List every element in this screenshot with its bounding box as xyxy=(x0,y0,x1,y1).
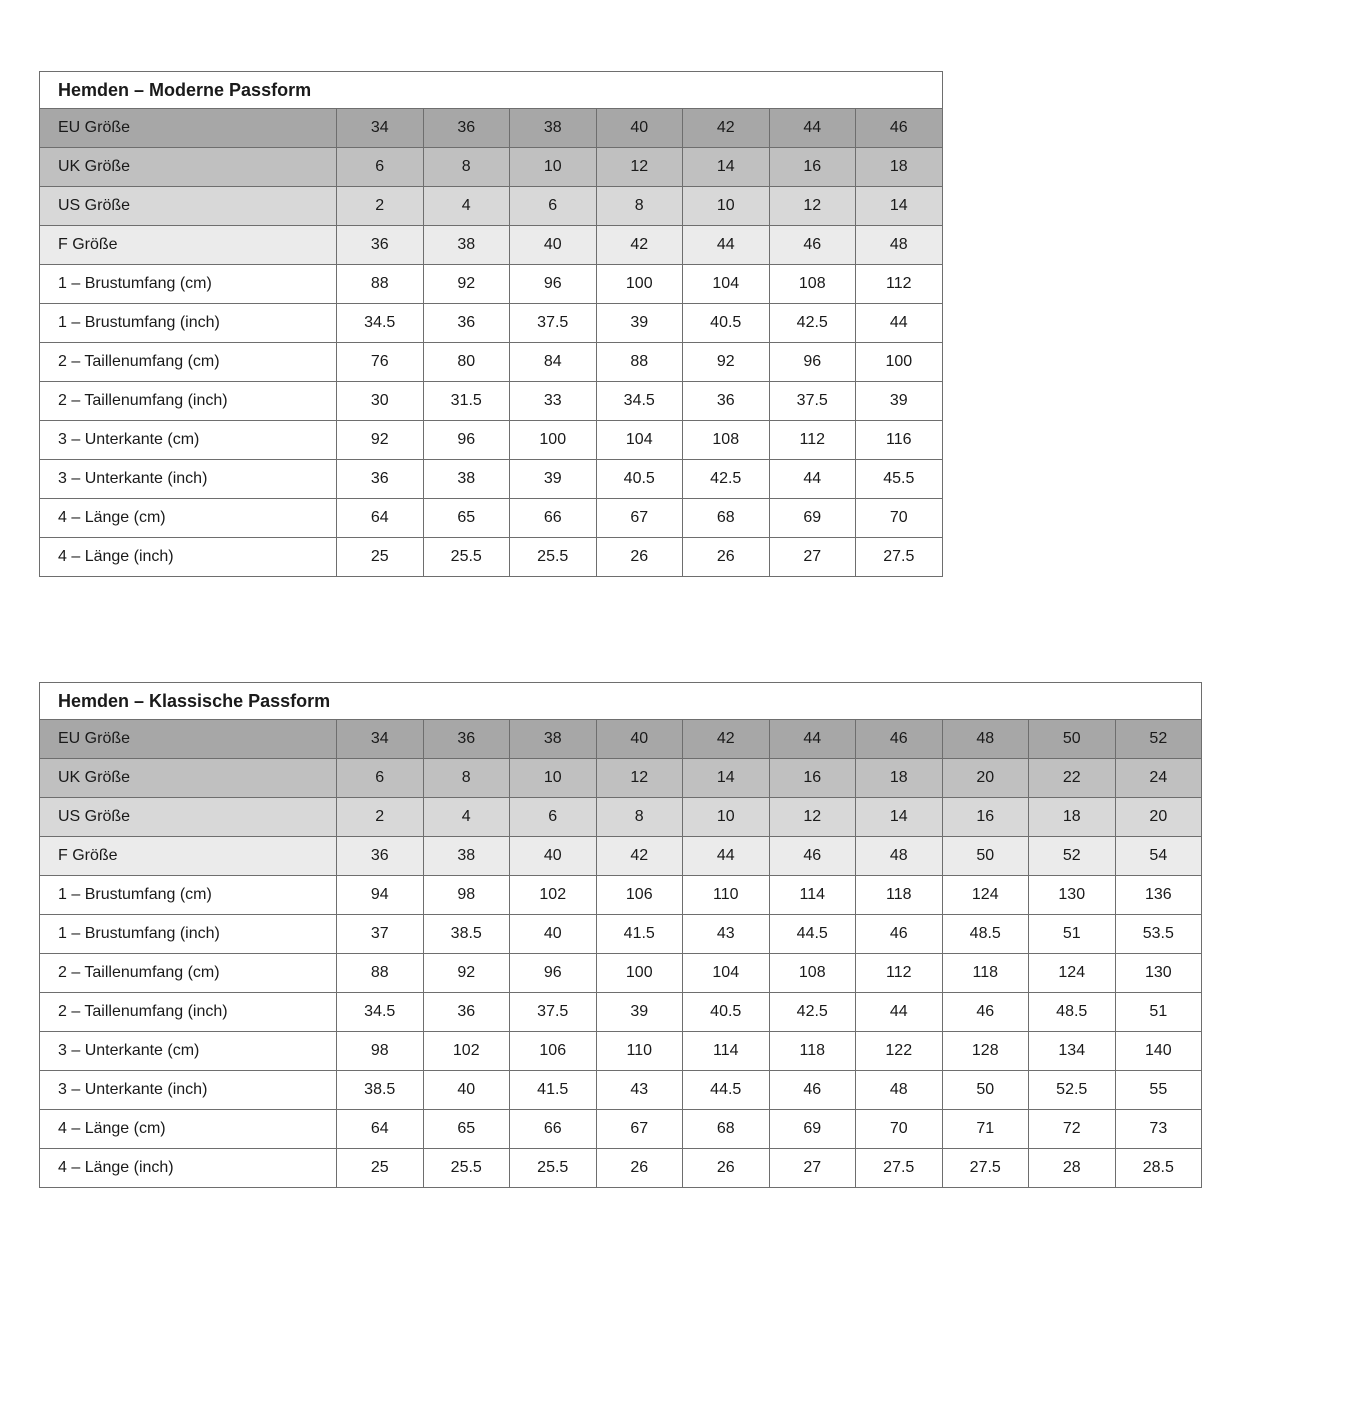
table-cell: 6 xyxy=(510,187,597,226)
table-cell: 136 xyxy=(1115,876,1202,915)
table-row xyxy=(40,304,943,343)
size-table-modern-fit xyxy=(39,71,943,577)
table-cell: 42 xyxy=(596,837,683,876)
table-cell: 50 xyxy=(942,1071,1029,1110)
table-cell: 66 xyxy=(510,1110,597,1149)
table-cell: 26 xyxy=(596,538,683,577)
table-cell: 12 xyxy=(596,759,683,798)
table-cell: 96 xyxy=(423,421,510,460)
table-cell: 26 xyxy=(683,538,770,577)
size-table-classic-fit xyxy=(39,682,1202,1188)
table-cell: 46 xyxy=(769,837,856,876)
table-cell: 42.5 xyxy=(769,993,856,1032)
table-cell: 69 xyxy=(769,1110,856,1149)
table-cell: 44 xyxy=(769,460,856,499)
table-cell: 55 xyxy=(1115,1071,1202,1110)
table-cell: 88 xyxy=(337,954,424,993)
table-cell: 53.5 xyxy=(1115,915,1202,954)
table-cell: 34 xyxy=(337,109,424,148)
table-cell: 108 xyxy=(683,421,770,460)
row-label: EU Größe xyxy=(40,720,337,759)
table-cell: 36 xyxy=(423,304,510,343)
table-cell: 2 xyxy=(337,798,424,837)
table-cell: 94 xyxy=(337,876,424,915)
table-cell: 27.5 xyxy=(856,538,943,577)
table-cell: 48 xyxy=(856,226,943,265)
table-row xyxy=(40,109,943,148)
table-cell: 36 xyxy=(683,382,770,421)
table-cell: 112 xyxy=(856,265,943,304)
table-cell: 8 xyxy=(423,759,510,798)
table-cell: 10 xyxy=(510,148,597,187)
table-cell: 104 xyxy=(683,265,770,304)
table-cell: 50 xyxy=(1029,720,1116,759)
table-cell: 26 xyxy=(683,1149,770,1188)
table-row xyxy=(40,798,1202,837)
table-body xyxy=(40,720,1202,1188)
row-label: 1 – Brustumfang (inch) xyxy=(40,304,337,343)
table-row xyxy=(40,187,943,226)
table-cell: 40 xyxy=(596,109,683,148)
table-cell: 92 xyxy=(423,265,510,304)
row-label: 4 – Länge (cm) xyxy=(40,499,337,538)
table-cell: 44 xyxy=(856,304,943,343)
table-row xyxy=(40,993,1202,1032)
table-cell: 44 xyxy=(683,226,770,265)
table-cell: 4 xyxy=(423,798,510,837)
table-cell: 42 xyxy=(683,109,770,148)
table-cell: 2 xyxy=(337,187,424,226)
row-label: 2 – Taillenumfang (cm) xyxy=(40,954,337,993)
table-cell: 27.5 xyxy=(856,1149,943,1188)
table-row xyxy=(40,382,943,421)
table-cell: 40.5 xyxy=(683,304,770,343)
table-cell: 72 xyxy=(1029,1110,1116,1149)
row-label: 3 – Unterkante (inch) xyxy=(40,1071,337,1110)
table-cell: 27.5 xyxy=(942,1149,1029,1188)
table-cell: 92 xyxy=(423,954,510,993)
table-cell: 64 xyxy=(337,499,424,538)
table-cell: 6 xyxy=(337,148,424,187)
table-row xyxy=(40,538,943,577)
table-cell: 118 xyxy=(942,954,1029,993)
table-cell: 38.5 xyxy=(423,915,510,954)
table-cell: 114 xyxy=(769,876,856,915)
table-cell: 18 xyxy=(1029,798,1116,837)
table-cell: 110 xyxy=(683,876,770,915)
table-cell: 37.5 xyxy=(769,382,856,421)
table-row xyxy=(40,954,1202,993)
table-cell: 22 xyxy=(1029,759,1116,798)
row-label: 2 – Taillenumfang (cm) xyxy=(40,343,337,382)
table-cell: 130 xyxy=(1115,954,1202,993)
table-cell: 71 xyxy=(942,1110,1029,1149)
table-cell: 18 xyxy=(856,148,943,187)
table-cell: 10 xyxy=(683,187,770,226)
table-cell: 51 xyxy=(1029,915,1116,954)
table-cell: 118 xyxy=(769,1032,856,1071)
table-cell: 100 xyxy=(856,343,943,382)
table-cell: 48 xyxy=(856,1071,943,1110)
table-cell: 98 xyxy=(423,876,510,915)
table-cell: 39 xyxy=(856,382,943,421)
row-label: 3 – Unterkante (inch) xyxy=(40,460,337,499)
table-cell: 66 xyxy=(510,499,597,538)
table-cell: 10 xyxy=(683,798,770,837)
table-cell: 6 xyxy=(510,798,597,837)
table-cell: 25 xyxy=(337,538,424,577)
table-cell: 4 xyxy=(423,187,510,226)
table-cell: 44 xyxy=(856,993,943,1032)
row-label: F Größe xyxy=(40,226,337,265)
table-cell: 27 xyxy=(769,538,856,577)
table-cell: 40 xyxy=(596,720,683,759)
table-cell: 16 xyxy=(769,759,856,798)
table-cell: 39 xyxy=(596,993,683,1032)
table-cell: 112 xyxy=(856,954,943,993)
table-cell: 14 xyxy=(683,148,770,187)
row-label: US Größe xyxy=(40,798,337,837)
table-cell: 41.5 xyxy=(596,915,683,954)
table-cell: 46 xyxy=(942,993,1029,1032)
table-row xyxy=(40,1110,1202,1149)
table-cell: 42 xyxy=(683,720,770,759)
row-label: 1 – Brustumfang (inch) xyxy=(40,915,337,954)
table-cell: 68 xyxy=(683,1110,770,1149)
row-label: 4 – Länge (cm) xyxy=(40,1110,337,1149)
table-cell: 34.5 xyxy=(596,382,683,421)
table-cell: 39 xyxy=(596,304,683,343)
table-title: Hemden – Klassische Passform xyxy=(40,683,1202,720)
table-cell: 124 xyxy=(1029,954,1116,993)
table-cell: 25.5 xyxy=(510,1149,597,1188)
table-cell: 26 xyxy=(596,1149,683,1188)
table-cell: 40 xyxy=(510,837,597,876)
table-cell: 25.5 xyxy=(510,538,597,577)
table-cell: 16 xyxy=(769,148,856,187)
table-cell: 92 xyxy=(683,343,770,382)
table-cell: 43 xyxy=(596,1071,683,1110)
table-row xyxy=(40,265,943,304)
table-cell: 104 xyxy=(596,421,683,460)
row-label: 4 – Länge (inch) xyxy=(40,538,337,577)
table-cell: 54 xyxy=(1115,837,1202,876)
table-cell: 122 xyxy=(856,1032,943,1071)
table-cell: 18 xyxy=(856,759,943,798)
table-cell: 84 xyxy=(510,343,597,382)
table-cell: 43 xyxy=(683,915,770,954)
table-cell: 14 xyxy=(683,759,770,798)
table-cell: 36 xyxy=(337,837,424,876)
table-cell: 116 xyxy=(856,421,943,460)
table-cell: 39 xyxy=(510,460,597,499)
table-cell: 36 xyxy=(423,720,510,759)
row-label: 1 – Brustumfang (cm) xyxy=(40,265,337,304)
table-cell: 67 xyxy=(596,499,683,538)
table-cell: 48 xyxy=(856,837,943,876)
table-cell: 42.5 xyxy=(683,460,770,499)
table-cell: 130 xyxy=(1029,876,1116,915)
table-cell: 108 xyxy=(769,954,856,993)
row-label: EU Größe xyxy=(40,109,337,148)
table-cell: 67 xyxy=(596,1110,683,1149)
table-cell: 14 xyxy=(856,187,943,226)
table-cell: 10 xyxy=(510,759,597,798)
table-cell: 42.5 xyxy=(769,304,856,343)
table-cell: 25 xyxy=(337,1149,424,1188)
table-cell: 6 xyxy=(337,759,424,798)
table-cell: 118 xyxy=(856,876,943,915)
table-cell: 34 xyxy=(337,720,424,759)
row-label: 2 – Taillenumfang (inch) xyxy=(40,382,337,421)
row-label: 3 – Unterkante (cm) xyxy=(40,421,337,460)
table-cell: 37 xyxy=(337,915,424,954)
table-cell: 40 xyxy=(423,1071,510,1110)
table-cell: 38 xyxy=(510,109,597,148)
table-cell: 73 xyxy=(1115,1110,1202,1149)
table-cell: 46 xyxy=(769,226,856,265)
table-body xyxy=(40,109,943,577)
table-cell: 45.5 xyxy=(856,460,943,499)
table-cell: 20 xyxy=(942,759,1029,798)
table-row xyxy=(40,421,943,460)
row-label: F Größe xyxy=(40,837,337,876)
table-cell: 36 xyxy=(337,226,424,265)
table-cell: 96 xyxy=(510,954,597,993)
table-cell: 100 xyxy=(596,265,683,304)
table-cell: 33 xyxy=(510,382,597,421)
table-cell: 48.5 xyxy=(942,915,1029,954)
table-cell: 44.5 xyxy=(683,1071,770,1110)
table-cell: 16 xyxy=(942,798,1029,837)
table-cell: 52 xyxy=(1115,720,1202,759)
table-cell: 46 xyxy=(856,109,943,148)
table-cell: 38 xyxy=(510,720,597,759)
table-cell: 44.5 xyxy=(769,915,856,954)
table-cell: 70 xyxy=(856,499,943,538)
table-cell: 24 xyxy=(1115,759,1202,798)
table-cell: 38 xyxy=(423,837,510,876)
table-cell: 50 xyxy=(942,837,1029,876)
table-row xyxy=(40,1149,1202,1188)
table-cell: 38.5 xyxy=(337,1071,424,1110)
table-cell: 102 xyxy=(510,876,597,915)
table-cell: 128 xyxy=(942,1032,1029,1071)
table-row xyxy=(40,1032,1202,1071)
table-cell: 30 xyxy=(337,382,424,421)
table-cell: 37.5 xyxy=(510,304,597,343)
table-cell: 92 xyxy=(337,421,424,460)
table-row xyxy=(40,720,1202,759)
row-label: US Größe xyxy=(40,187,337,226)
table-cell: 8 xyxy=(596,798,683,837)
table-cell: 88 xyxy=(337,265,424,304)
table-cell: 124 xyxy=(942,876,1029,915)
row-label: UK Größe xyxy=(40,148,337,187)
table-row xyxy=(40,876,1202,915)
table-cell: 42 xyxy=(596,226,683,265)
table-cell: 34.5 xyxy=(337,304,424,343)
table-cell: 114 xyxy=(683,1032,770,1071)
table-row xyxy=(40,1071,1202,1110)
table-cell: 36 xyxy=(337,460,424,499)
table-cell: 80 xyxy=(423,343,510,382)
table-cell: 98 xyxy=(337,1032,424,1071)
row-label: 3 – Unterkante (cm) xyxy=(40,1032,337,1071)
table-cell: 12 xyxy=(596,148,683,187)
table-cell: 106 xyxy=(510,1032,597,1071)
table-cell: 40 xyxy=(510,915,597,954)
table-row xyxy=(40,226,943,265)
table-cell: 46 xyxy=(856,915,943,954)
table-cell: 12 xyxy=(769,187,856,226)
table-cell: 38 xyxy=(423,226,510,265)
table-cell: 34.5 xyxy=(337,993,424,1032)
table-cell: 40.5 xyxy=(596,460,683,499)
table-cell: 65 xyxy=(423,1110,510,1149)
table-cell: 96 xyxy=(510,265,597,304)
table-row xyxy=(40,148,943,187)
row-label: UK Größe xyxy=(40,759,337,798)
table-cell: 65 xyxy=(423,499,510,538)
table-cell: 46 xyxy=(856,720,943,759)
table-cell: 48.5 xyxy=(1029,993,1116,1032)
table-cell: 20 xyxy=(1115,798,1202,837)
table-cell: 110 xyxy=(596,1032,683,1071)
table-row xyxy=(40,759,1202,798)
table-cell: 112 xyxy=(769,421,856,460)
table-cell: 28.5 xyxy=(1115,1149,1202,1188)
table-cell: 36 xyxy=(423,993,510,1032)
table-cell: 48 xyxy=(942,720,1029,759)
table-cell: 46 xyxy=(769,1071,856,1110)
table-cell: 96 xyxy=(769,343,856,382)
table-cell: 40 xyxy=(510,226,597,265)
table-row xyxy=(40,915,1202,954)
table-cell: 8 xyxy=(596,187,683,226)
table-cell: 37.5 xyxy=(510,993,597,1032)
table-row xyxy=(40,499,943,538)
table-cell: 70 xyxy=(856,1110,943,1149)
table-cell: 28 xyxy=(1029,1149,1116,1188)
row-label: 1 – Brustumfang (cm) xyxy=(40,876,337,915)
table-cell: 44 xyxy=(683,837,770,876)
table-cell: 27 xyxy=(769,1149,856,1188)
table-cell: 64 xyxy=(337,1110,424,1149)
table-cell: 40.5 xyxy=(683,993,770,1032)
table-cell: 88 xyxy=(596,343,683,382)
table-cell: 102 xyxy=(423,1032,510,1071)
table-cell: 25.5 xyxy=(423,538,510,577)
table-cell: 140 xyxy=(1115,1032,1202,1071)
table-cell: 44 xyxy=(769,720,856,759)
table-cell: 108 xyxy=(769,265,856,304)
table-cell: 14 xyxy=(856,798,943,837)
table-cell: 76 xyxy=(337,343,424,382)
table-cell: 134 xyxy=(1029,1032,1116,1071)
table-cell: 31.5 xyxy=(423,382,510,421)
table-cell: 41.5 xyxy=(510,1071,597,1110)
table-row xyxy=(40,837,1202,876)
table-cell: 52.5 xyxy=(1029,1071,1116,1110)
table-cell: 69 xyxy=(769,499,856,538)
table-row xyxy=(40,460,943,499)
row-label: 2 – Taillenumfang (inch) xyxy=(40,993,337,1032)
table-cell: 100 xyxy=(510,421,597,460)
table-row xyxy=(40,343,943,382)
table-cell: 52 xyxy=(1029,837,1116,876)
table-title: Hemden – Moderne Passform xyxy=(40,72,943,109)
table-cell: 44 xyxy=(769,109,856,148)
table-cell: 104 xyxy=(683,954,770,993)
table-cell: 36 xyxy=(423,109,510,148)
table-cell: 106 xyxy=(596,876,683,915)
row-label: 4 – Länge (inch) xyxy=(40,1149,337,1188)
table-cell: 51 xyxy=(1115,993,1202,1032)
table-cell: 38 xyxy=(423,460,510,499)
table-cell: 100 xyxy=(596,954,683,993)
table-cell: 68 xyxy=(683,499,770,538)
table-cell: 12 xyxy=(769,798,856,837)
table-cell: 8 xyxy=(423,148,510,187)
table-cell: 25.5 xyxy=(423,1149,510,1188)
